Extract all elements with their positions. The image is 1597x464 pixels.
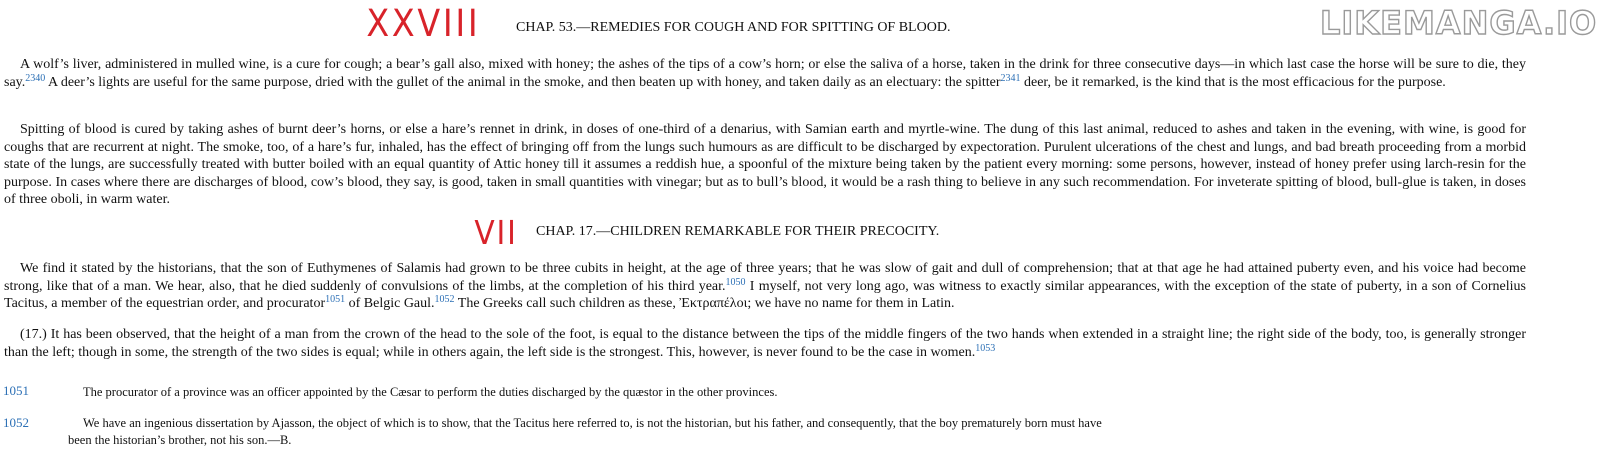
footnote-ref-link[interactable]: 1050: [725, 276, 746, 288]
footnote-ref-link[interactable]: 1052: [434, 294, 455, 305]
paragraph-text: deer, be it remarked, is the kind that is the most efficacious for the purpose.: [1020, 74, 1446, 90]
paragraph-text: A wolf’s liver, administered in mulled wine, is a cure for cough; a bear’s gall also, mixed with honey; the ashes of the tips of a cow’s horn; or else the saliva of a horse, taken in the drink for three consecutive days—in which last case the horse will be sure to die, they say.: [4, 57, 1526, 90]
footnote-text: We have an ingenious dissertation by Ajasson, the object of which is to show, that the Tacitus here referred to, is not the historian, but his father, and consequently, that the boy prematurely born must have: [83, 416, 1102, 430]
paragraph: [4, 326, 1526, 361]
paragraph: [4, 56, 1526, 91]
chapter-heading: CHAP. 17.—CHILDREN REMARKABLE FOR THEIR PRECOCITY.: [536, 224, 940, 239]
footnote-ref-link[interactable]: 1051: [325, 294, 346, 305]
footnote-text-continued: been the historian’s brother, not his son.—B.: [68, 433, 292, 447]
paragraph-text: (17.) It has been observed, that the height of a man from the crown of the head to the sole of the foot, is equal to the distance between the tips of the middle fingers of the two hands when extended in a straight line; the right side of the body, too, is generally stronger than the left; though in some, the strength of the two sides is equal; while in others again, the left side is the strongest. This, however, is never found to be the case in women.: [4, 327, 1526, 360]
paragraph-text: The Greeks call such children as these, Ἐκτραπέλοι; we have no name for them in Latin.: [454, 296, 955, 311]
paragraph: [4, 260, 1526, 313]
footnote-ref-link[interactable]: 2340: [25, 72, 46, 84]
footnote-number-link[interactable]: 1052: [3, 415, 29, 430]
paragraph-text: A deer’s lights are useful for the same purpose, dried with the gullet of the animal in the smoke, and then beaten up with honey, and taken daily as an electuary: the spitter: [45, 74, 1001, 90]
watermark-logo: LIKEMANGA.IO: [1320, 4, 1597, 42]
handwritten-roman-numeral-mid: VII: [474, 213, 518, 252]
footnote-text: The procurator of a province was an officer appointed by the Cæsar to perform the duties discharged by the quæstor in the other provinces.: [83, 385, 778, 399]
footnote-number-link[interactable]: 1051: [3, 383, 29, 398]
paragraph-text: I myself, not very long ago, was witness to exactly similar appearances, with the exception of the state of puberty, in a son of Cornelius Tacitus, a member of the equestrian order, and procurator: [4, 278, 1526, 311]
chapter-heading: CHAP. 53.—REMEDIES FOR COUGH AND FOR SPITTING OF BLOOD.: [516, 20, 951, 35]
paragraph-text: of Belgic Gaul.: [345, 296, 435, 311]
paragraph: Spitting of blood is cured by taking ashes of burnt deer’s horns, or else a hare’s rennet in drink, in doses of one-third of a denarius, with Samian earth and myrtle-wine. The dung of this last animal, reduced to ashes and taken in the evening, with wine, is good for coughs that are recurrent at night. The smoke, too, of a hare’s fur, inhaled, has the effect of bringing off from the lungs such humours as are difficult to be discharged by expectoration. Purulent ulcerations of the chest and lungs, and bad breath proceeding from a morbid state of the lungs, are successfully treated with butter boiled with an equal quantity of Attic honey till it assumes a reddish hue, a spoonful of the mixture being taken by the patient every morning: some persons, however, instead of honey prefer using larch-resin for the purpose. In cases where there are discharges of blood, cow’s blood, they say, is good, taken in small quantities with vinegar; but as to bull’s blood, it would be a rash thing to believe in any such recommendation. For inveterate spitting of blood, bull-glue is taken, in doses of three oboli, in warm water.: [4, 122, 1526, 207]
footnote-ref-link[interactable]: 1053: [975, 342, 996, 354]
paragraph-text: We find it stated by the historians, that the son of Euthymenes of Salamis had grown to be three cubits in height, at the age of three years; that he was slow of gait and dull of comprehension; that at that age he had attained puberty even, and his voice had become strong, like that of a man. We hear, also, that he died suddenly of convulsions of the limbs, at the completion of his third year.: [4, 261, 1526, 294]
footnote-ref-link[interactable]: 2341: [1000, 72, 1021, 84]
handwritten-roman-numeral-top: XXVIII: [366, 2, 481, 45]
